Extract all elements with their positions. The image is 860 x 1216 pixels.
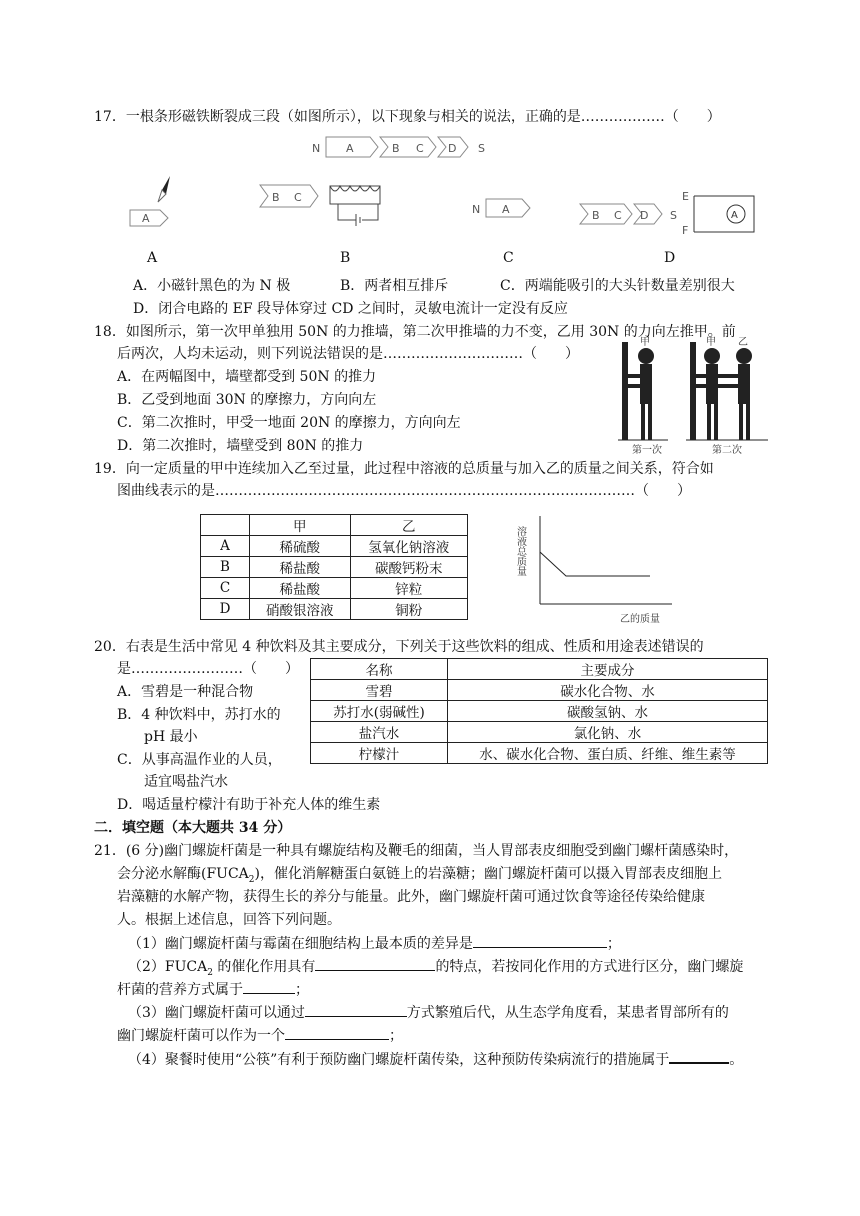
magnet-d-label: D xyxy=(448,142,457,155)
svg-text:A: A xyxy=(731,210,738,221)
q18-option-d: D．第二次推时，墙壁受到 80N 的推力 xyxy=(117,438,364,454)
fig-yi-label: 乙 xyxy=(738,337,748,348)
answer-blank-2[interactable] xyxy=(315,956,435,971)
fig-caption-a: A xyxy=(147,250,158,266)
fig-jia-label-2: 甲 xyxy=(706,337,716,348)
table-cell: 水、碳水化合物、蛋白质、纤维、维生素等 xyxy=(448,743,768,764)
answer-blank-5[interactable] xyxy=(285,1025,389,1040)
table-header-cell xyxy=(201,515,250,536)
table-cell: 碳水化合物、水 xyxy=(448,680,768,701)
answer-blank-1[interactable] xyxy=(473,933,607,948)
fig-d-f-label: F xyxy=(682,224,689,237)
magnet-b-label: B xyxy=(392,142,400,155)
q20-drinks-table xyxy=(310,658,768,764)
q18-stem-line1: 18．如图所示，第一次甲单独用 50N 的力推墙，第二次甲推墙的力不变，乙用 30N 的力向左推甲。前 xyxy=(94,324,736,340)
table-cell: 锌粒 xyxy=(350,578,467,599)
table-header-row xyxy=(201,515,468,536)
graph-curve xyxy=(540,552,650,576)
q19-table xyxy=(200,514,468,620)
q18-stem-line2: 后两次，人均未运动，则下列说法错误的是…………………………（ ） xyxy=(117,346,579,362)
q17-option-d: D．闭合电路的 EF 段导体穿过 CD 之间时，灵敏电流计一定没有反应 xyxy=(133,301,568,317)
q17-option-b: B．两者相互排斥 xyxy=(340,278,449,294)
table-header-row xyxy=(311,659,768,680)
table-row xyxy=(201,599,468,620)
magnet-n-label: N xyxy=(312,142,321,155)
table-cell: 碳酸钙粉末 xyxy=(350,557,467,578)
table-row xyxy=(201,536,468,557)
broken-magnet-figure xyxy=(310,134,500,160)
magnet-a-label: A xyxy=(346,142,354,155)
table-cell: 氢氧化钠溶液 xyxy=(350,536,467,557)
q18-option-b: B．乙受到地面 30N 的摩擦力，方向向左 xyxy=(117,392,377,408)
answer-blank-6[interactable] xyxy=(669,1048,729,1064)
table-row xyxy=(311,680,768,701)
fig-b-solenoid xyxy=(258,180,398,230)
q18-option-a: A．在两幅图中，墙壁都受到 50N 的推力 xyxy=(117,369,377,385)
graph-xlabel: 乙的质量 xyxy=(620,614,660,625)
q20-option-b-line1: B．4 种饮料中，苏打水的 xyxy=(117,707,281,723)
magnet-c-label: C xyxy=(416,142,424,155)
fig-d-c-label: C xyxy=(614,209,622,222)
q21-sub4: （4）聚餐时使用“公筷”有利于预防幽门螺旋杆菌传染，这种预防传染病流行的措施属于 。 xyxy=(128,1048,743,1070)
table-header-cell: 名称 xyxy=(311,659,448,680)
table-cell: 雪碧 xyxy=(311,680,448,701)
q21-line3: 岩藻糖的水解产物，获得生长的养分与能量。此外，幽门螺旋杆菌可通过饮食等途径传染给健康 xyxy=(117,889,705,905)
fig-c-magnet xyxy=(470,195,540,225)
q20-option-c-line2: 适宜喝盐汽水 xyxy=(144,774,228,790)
table-header-cell: 主要成分 xyxy=(448,659,768,680)
table-row xyxy=(311,743,768,764)
table-cell: 盐汽水 xyxy=(311,722,448,743)
table-cell: 铜粉 xyxy=(350,599,467,620)
answer-blank-4[interactable] xyxy=(305,1002,407,1017)
fig-d-s-label: S xyxy=(670,209,677,222)
q21-line4: 人。根据上述信息，回答下列问题。 xyxy=(117,912,341,928)
fig-c-n-label: N xyxy=(472,203,481,216)
q17-stem: 17．一根条形磁铁断裂成三段（如图所示），以下现象与相关的说法，正确的是………………（ ） xyxy=(94,109,721,125)
q19-stem-line1: 19．向一定质量的甲中连续加入乙至过量，此过程中溶液的总质量与加入乙的质量之间关系，符合如 xyxy=(94,461,714,477)
q21-sub1: （1）幽门螺旋杆菌与霉菌在细胞结构上最本质的差异是 ； xyxy=(128,933,621,954)
table-row xyxy=(201,557,468,578)
q20-option-d: D．喝适量柠檬汁有助于补充人体的维生素 xyxy=(117,797,381,813)
table-row xyxy=(201,578,468,599)
table-cell: 硝酸银溶液 xyxy=(250,599,351,620)
q20-option-c-line1: C．从事高温作业的人员， xyxy=(117,752,282,768)
fig-d-d-label: D xyxy=(640,209,649,222)
table-cell: 苏打水(弱碱性) xyxy=(311,701,448,722)
table-cell: C xyxy=(201,578,250,599)
fig-caption-b: B xyxy=(340,250,351,266)
table-cell: B xyxy=(201,557,250,578)
fig-caption-c: C xyxy=(503,250,514,266)
table-header-cell: 乙 xyxy=(350,515,467,536)
table-row xyxy=(311,722,768,743)
graph-ylabel: 溶液总质量 xyxy=(514,526,526,576)
table-cell: 稀硫酸 xyxy=(250,536,351,557)
table-cell: 柠檬汁 xyxy=(311,743,448,764)
table-row xyxy=(311,701,768,722)
section-heading: 二．填空题（本大题共 34 分） xyxy=(94,820,292,836)
q21-line1: 21．(6 分)幽门螺旋杆菌是一种具有螺旋结构及鞭毛的细菌，当人胃部表皮细胞受到幽门螺杆菌感染时， xyxy=(94,843,739,859)
fig-d-b-label: B xyxy=(592,209,600,222)
table-cell: D xyxy=(201,599,250,620)
fig-b-c-label: C xyxy=(294,191,302,204)
fig-caption-first: 第一次 xyxy=(632,445,662,456)
fig-caption-second: 第二次 xyxy=(712,445,742,456)
q21-sub3-line2: 幽门螺旋杆菌可以作为一个 ； xyxy=(117,1025,403,1046)
q21-sub3-line1: （3）幽门螺旋杆菌可以通过 方式繁殖后代，从生态学角度看，某患者胃部所有的 xyxy=(128,1002,729,1023)
q21-line2: 会分泌水解酶$(FUCA_2)$，催化消解糖蛋白氨链上的岩藻糖；幽门螺旋杆菌可以摄入胃部表皮细胞上 xyxy=(117,866,722,885)
fig-a-a-label: A xyxy=(142,212,150,225)
q21-sub2-line2: 杆菌的营养方式属于 ； xyxy=(117,979,309,1000)
q21-sub2-line1: $(2)FUCA_2$ 的催化作用具有 的特点，若按同化作用的方式进行区分，幽门螺旋 xyxy=(128,956,743,983)
fig-d-e-label: E xyxy=(682,190,689,203)
q20-option-a: A．雪碧是一种混合物 xyxy=(117,684,254,700)
magnet-s-label: S xyxy=(478,142,485,155)
q20-option-b-line2: pH 最小 xyxy=(144,729,198,745)
q20-stem-line2: 是……………………（ ） xyxy=(117,661,299,677)
fig-a-compass xyxy=(128,172,188,232)
table-cell: 稀盐酸 xyxy=(250,578,351,599)
q17-option-a: A．小磁针黑色的为 N 极 xyxy=(133,278,291,294)
table-cell: 稀盐酸 xyxy=(250,557,351,578)
q19-stem-line2: 图曲线表示的是………………………………………………………………………………（ ） xyxy=(117,483,691,499)
q19-mass-graph xyxy=(516,512,676,630)
q18-option-c: C．第二次推时，甲受一地面 20N 的摩擦力，方向向左 xyxy=(117,415,461,431)
q17-option-c: C．两端能吸引的大头针数量差别很大 xyxy=(500,278,735,294)
answer-blank-3[interactable] xyxy=(243,979,295,994)
fig-d-galvanometer xyxy=(578,188,758,236)
table-cell: A xyxy=(201,536,250,557)
fig-caption-d: D xyxy=(664,250,676,266)
table-header-cell: 甲 xyxy=(250,515,351,536)
fig-jia-label-1: 甲 xyxy=(640,337,650,348)
fig-c-a-label: A xyxy=(502,203,510,216)
table-cell: 碳酸氢钠、水 xyxy=(448,701,768,722)
q20-stem-line1: 20．右表是生活中常见 4 种饮料及其主要成分，下列关于这些饮料的组成、性质和用途表述错误的 xyxy=(94,639,704,655)
push-wall-figure xyxy=(618,338,778,456)
table-cell: 氯化钠、水 xyxy=(448,722,768,743)
fig-b-b-label: B xyxy=(272,191,280,204)
